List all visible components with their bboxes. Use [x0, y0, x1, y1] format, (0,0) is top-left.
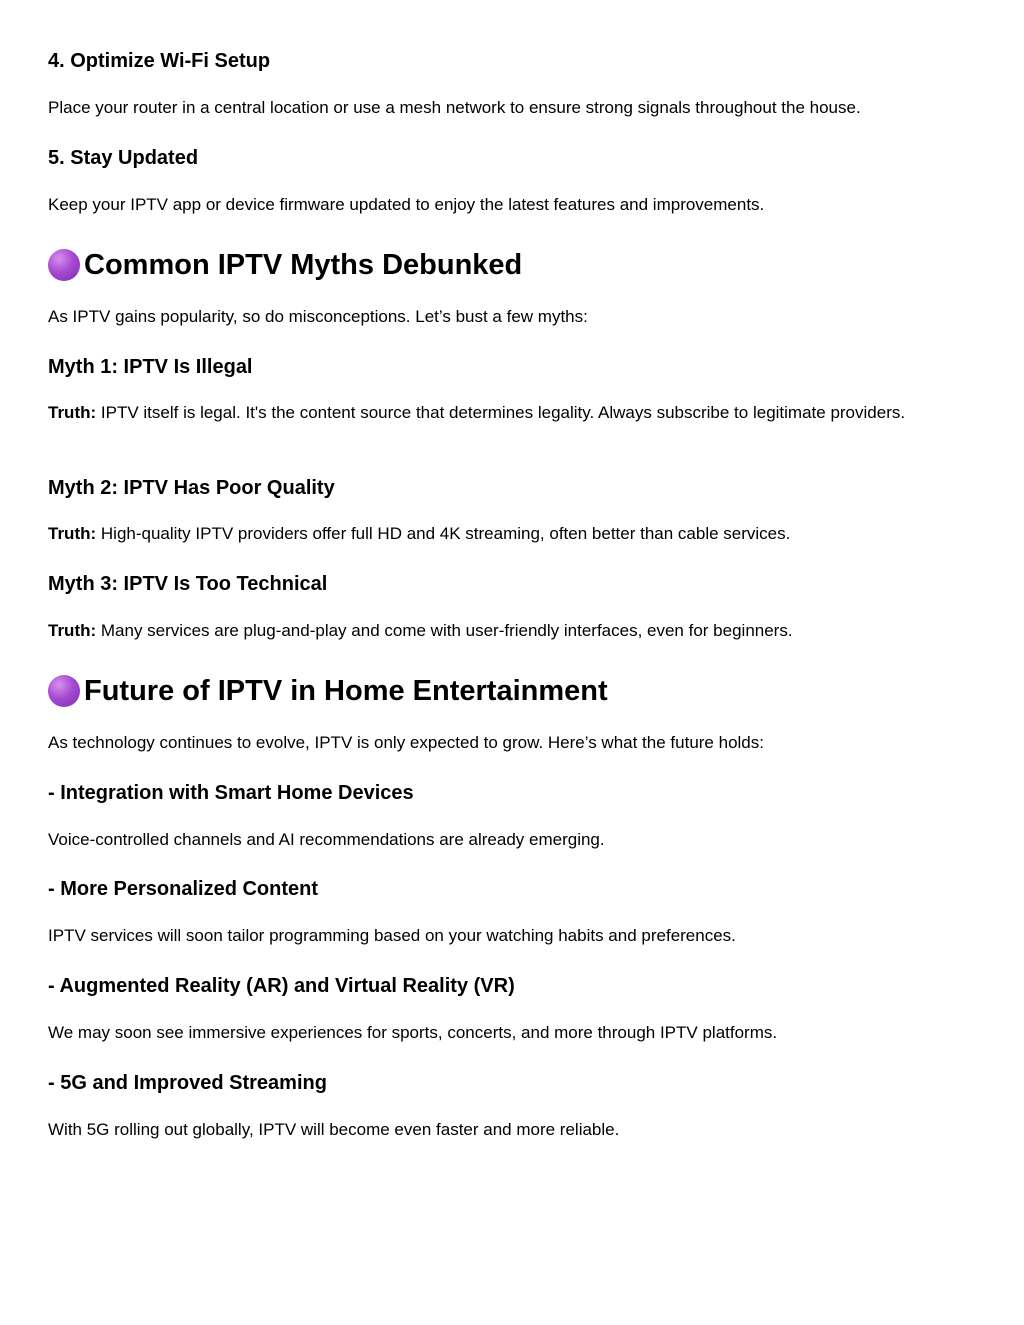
myth-truth — [48, 619, 948, 643]
truth-text: High-quality IPTV providers offer full HD and 4K streaming, often better than cable services. — [100, 524, 791, 543]
future-item-heading: - Integration with Smart Home Devices — [48, 782, 414, 804]
tip-heading: 5. Stay Updated — [48, 147, 199, 169]
truth-label: Truth: — [48, 621, 97, 640]
tip-body: Keep your IPTV app or device firmware updated to enjoy the latest features and improvements. — [48, 195, 765, 214]
future-section-title — [48, 673, 608, 709]
future-item-body: We may soon see immersive experiences for sports, concerts, and more through IPTV platforms. — [48, 1023, 778, 1042]
future-intro: As technology continues to evolve, IPTV is only expected to grow. Here’s what the future holds: — [48, 733, 764, 752]
myths-section-title-text: Common IPTV Myths Debunked — [84, 249, 523, 281]
myths-section-title — [48, 247, 522, 283]
myth-heading: Myth 2: IPTV Has Poor Quality — [48, 477, 335, 499]
future-item-body: With 5G rolling out globally, IPTV will become even faster and more reliable. — [48, 1120, 620, 1139]
future-item-body: Voice-controlled channels and AI recommendations are already emerging. — [48, 830, 605, 849]
truth-label: Truth: — [48, 403, 97, 422]
myth-heading: Myth 3: IPTV Is Too Technical — [48, 573, 328, 595]
tip-heading: 4. Optimize Wi-Fi Setup — [48, 50, 271, 72]
purple-circle-icon — [48, 675, 80, 707]
myth-truth — [48, 401, 948, 425]
myths-intro: As IPTV gains popularity, so do misconceptions. Let’s bust a few myths: — [48, 307, 588, 326]
tip-body: Place your router in a central location or use a mesh network to ensure strong signals throughout the house. — [48, 98, 861, 117]
future-item-body: IPTV services will soon tailor programming based on your watching habits and preferences. — [48, 926, 736, 945]
purple-circle-icon — [48, 249, 80, 281]
future-item-heading: - More Personalized Content — [48, 878, 319, 900]
truth-text: IPTV itself is legal. It's the content source that determines legality. Always subscribe to legitimate providers. — [100, 403, 906, 422]
truth-label: Truth: — [48, 524, 97, 543]
myth-truth — [48, 522, 948, 546]
future-section-title-text: Future of IPTV in Home Entertainment — [84, 675, 608, 707]
myth-heading: Myth 1: IPTV Is Illegal — [48, 356, 253, 378]
future-item-heading: - Augmented Reality (AR) and Virtual Reality (VR) — [48, 975, 515, 997]
future-item-heading: - 5G and Improved Streaming — [48, 1072, 327, 1094]
truth-text: Many services are plug-and-play and come with user-friendly interfaces, even for beginners. — [100, 621, 793, 640]
